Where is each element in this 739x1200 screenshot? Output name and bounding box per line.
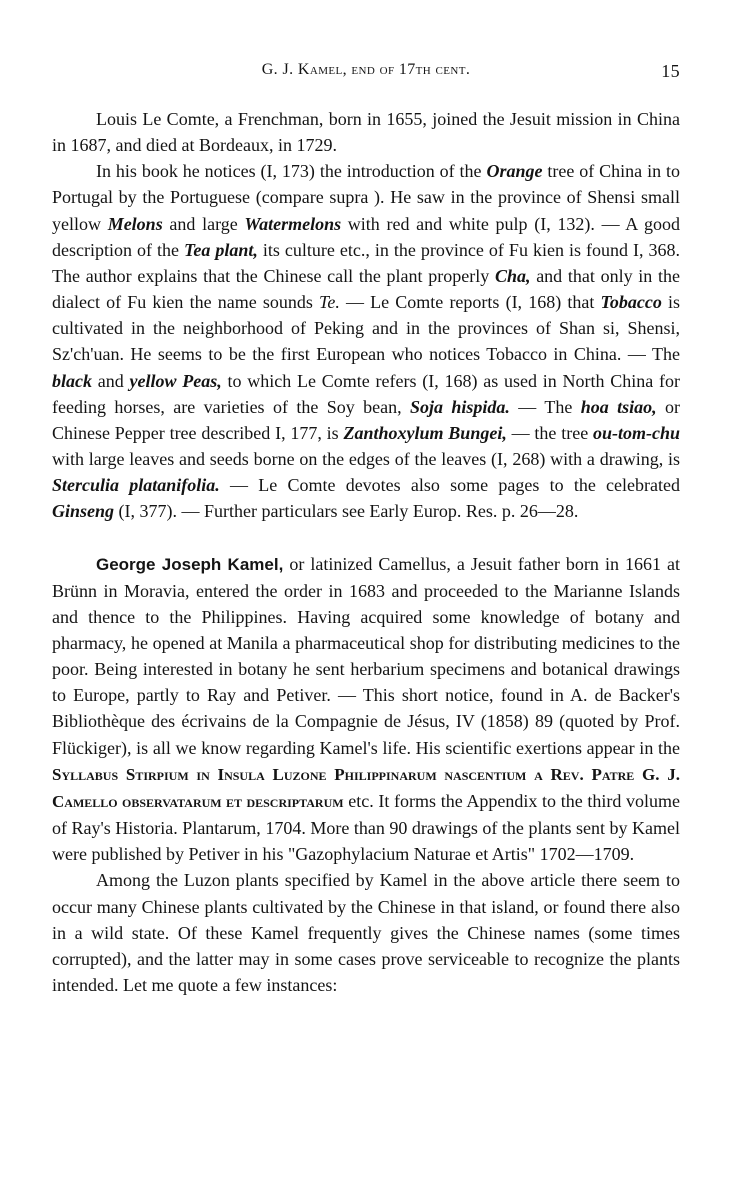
text-run: and [92,370,130,391]
text-run: (I, 377). — Further particulars see Early Europ. Res. p. 26—28. [114,501,579,522]
text-run: — The [509,396,581,417]
text-run: hoa tsiao, [580,396,657,417]
text-run: Te. [319,292,340,313]
page-number: 15 [661,61,680,81]
text-run: Melons [107,213,163,234]
text-run: — the tree [506,422,593,443]
text-run: to which Le Comte refers (I, 168) as used in North China for feeding horses, are varieties of the Soy bean, [52,370,680,417]
text-run: Sterculia platanifolia. [52,475,220,496]
text-run: or latinized Camellus, a Jesuit father born in 1661 at Brünn in Moravia, entered the order in 1683 and proceeded to the Marianne Islands and thence to the Philippines. Having acquired some knowledge of botany and pharmacy, he opened at Manila a pharmaceutical shop for distributing medicines to the poor. Being interested in botany he sent herbarium specimens and botanical drawings to Europe, partly to Ray and Petiver. — This short notice, found in A. de Backer's Bibliothèque des écrivains de la Compagnie de Jésus, IV (1858) 89 (quoted by Prof. Flückiger), is all we know regarding Kamel's life. His scientific exertions appear in the [52,553,680,758]
text-run: its culture etc., in the province of Fu kien is found I, 368. The author explains that the Chinese call the plant properly [52,239,680,286]
text-run: Soja hispida. [409,396,510,417]
text-run: Cha, [494,265,531,286]
running-title: G. J. Kamel, end of 17th cent. [261,61,471,78]
text-run: — Le Comte devotes also some pages to the celebrated [219,475,680,496]
text-run: Louis Le Comte, a Frenchman, born in 1655, joined the Jesuit mission in China in 1687, and died at Bordeaux, in 1729. [52,109,680,156]
text-run: with red and white pulp (I, 132). — A good description of the [52,213,680,260]
text-run: tree of China in to Portugal by the Portuguese (compare supra ). He saw in the province of Shensi small yellow [52,161,680,234]
text-run: George Joseph Kamel, [96,554,284,574]
text-run: and large [162,213,245,234]
text-run: Zanthoxylum Bungei, [343,422,507,443]
text-run: ou-tom-chu [592,422,680,443]
text-run: yellow Peas, [129,370,222,391]
text-run: — Le Comte reports (I, 168) that [339,292,601,313]
text-run: In his book he notices (I, 173) the introduction of the [96,161,487,182]
paragraph [52,106,680,158]
paragraph [52,551,680,868]
text-run: Syllabus Stirpium in Insula Luzone Philippinarum nascentium a Rev. Patre G. J. Camello observatarum et descriptarum [52,764,680,811]
text-run: Tobacco [600,292,662,313]
paragraph [52,158,680,524]
text-run: or Chinese Pepper tree described I, 177, is [52,396,680,443]
text-run: and that only in the dialect of Fu kien the name sounds [52,265,680,313]
text-run: Orange [486,161,543,182]
text-run: Watermelons [244,213,342,234]
text-run: is cultivated in the neighborhood of Peking and in the provinces of Shan si, Shensi, Sz'ch'uan. He seems to be the first European who notices Tobacco in China. — The [52,292,680,365]
running-header [52,61,680,85]
text-run: with large leaves and seeds borne on the edges of the leaves (I, 268) with a drawing, is [52,449,680,470]
text-run: Among the Luzon plants specified by Kamel in the above article there seem to occur many Chinese plants cultivated by the Chinese in that island, or found there also in a wild state. Of these Kamel frequently gives the Chinese names (some times corrupted), and the latter may in some cases prove serviceable to recognize the plants intended. Let me quote a few instances: [52,870,680,995]
text-run: Ginseng [52,501,115,522]
body-text [52,106,680,998]
text-run: Tea plant, [184,239,258,260]
paragraph [52,867,680,998]
text-run: etc. It forms the Appendix to the third volume of Ray's Historia. Plantarum, 1704. More than 90 drawings of the plants sent by Kamel were published by Petiver in his "Gazophylacium Naturae et Artis" 1702—1709. [52,790,680,865]
text-run: black [52,370,92,391]
